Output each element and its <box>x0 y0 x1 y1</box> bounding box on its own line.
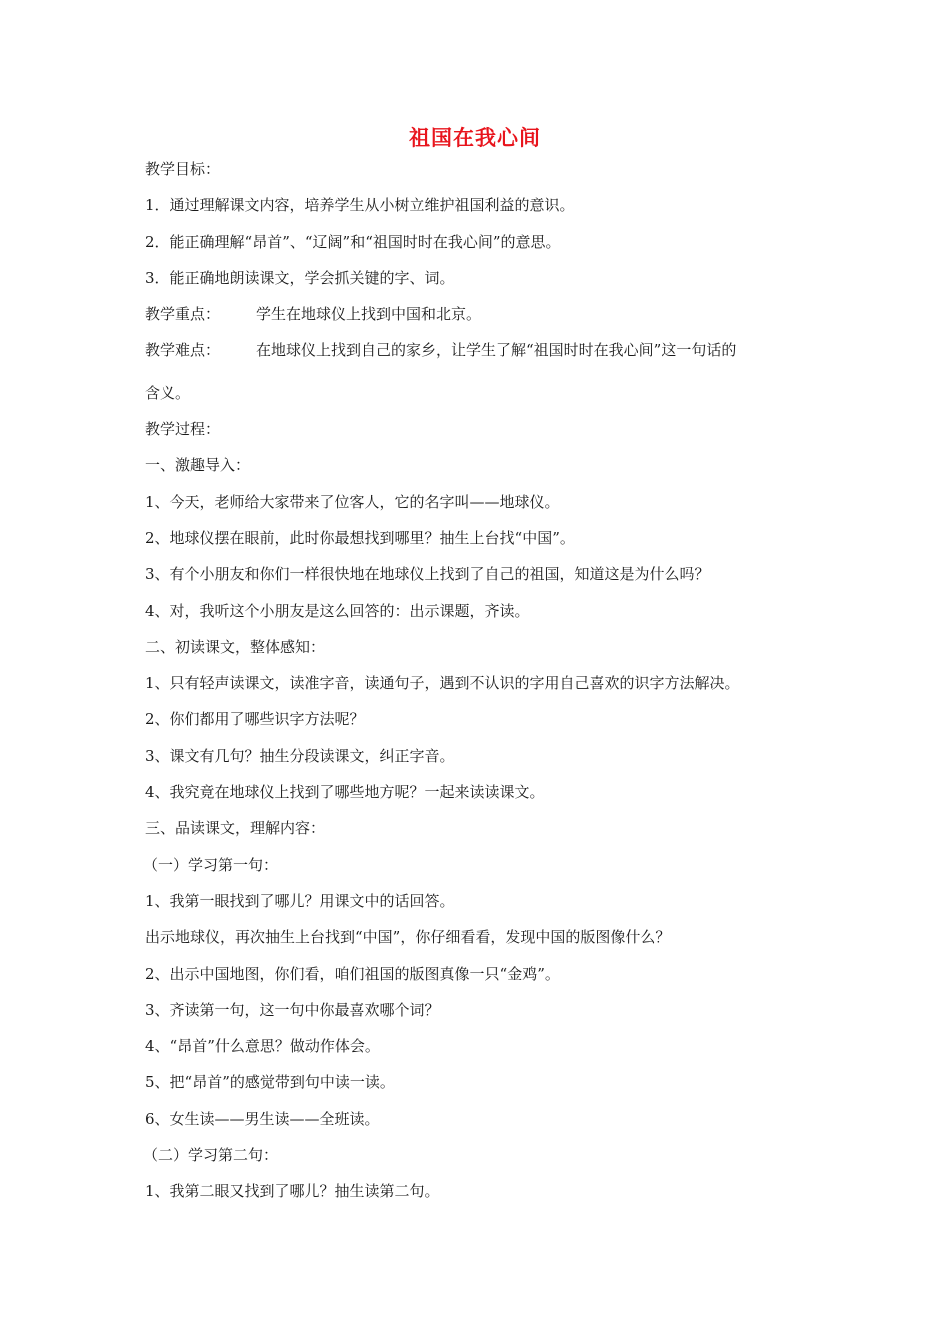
line-text: 三、品读课文，理解内容： <box>145 819 326 838</box>
line-text: （一）学习第一句： <box>143 855 279 874</box>
text-line <box>145 919 825 955</box>
text-line <box>145 1173 825 1209</box>
line-text: 1、我第二眼又找到了哪儿？抽生读第二句。 <box>145 1182 440 1201</box>
line-text: 2、你们都用了哪些识字方法呢？ <box>145 710 365 729</box>
text-line <box>145 774 825 810</box>
text-line <box>145 883 825 919</box>
text-line <box>145 1028 825 1064</box>
line-text: 4、对，我听这个小朋友是这么回答的：出示课题，齐读。 <box>145 601 530 620</box>
text-line <box>145 556 825 592</box>
line-text: 5、把“昂首”的感觉带到句中读一读。 <box>145 1073 395 1092</box>
line-text: 1、只有轻声读课文，读准字音，读通句子，遇到不认识的字用自己喜欢的识字方法解决。 <box>145 674 740 693</box>
line-text: 2、地球仪摆在眼前，此时你最想找到哪里？抽生上台找“中国”。 <box>145 528 575 547</box>
line-text: 2、出示中国地图，你们看，咱们祖国的版图真像一只“金鸡”。 <box>145 964 560 983</box>
line-text: 1、我第一眼找到了哪儿？用课文中的话回答。 <box>145 891 455 910</box>
text-line <box>145 701 825 737</box>
text-line <box>145 992 825 1028</box>
document-title: 祖国在我心间 <box>409 125 541 150</box>
line-text: 学生在地球仪上找到中国和北京。 <box>256 305 482 324</box>
text-line <box>145 1064 825 1100</box>
line-text: 6、女生读——男生读——全班读。 <box>145 1109 380 1128</box>
document-body <box>145 151 825 1210</box>
line-text: 4、“昂首”什么意思？做动作体会。 <box>145 1037 380 1056</box>
text-line <box>145 224 825 260</box>
line-text: 2．能正确理解“昂首”、“辽阔”和“祖国时时在我心间”的意思。 <box>145 232 561 251</box>
text-line <box>145 665 825 701</box>
text-line <box>145 260 825 296</box>
line-text: 3、齐读第一句，这一句中你最喜欢哪个词？ <box>145 1000 440 1019</box>
text-line <box>143 1137 825 1173</box>
text-line <box>145 1101 825 1137</box>
line-text: 3．能正确地朗读课文，学会抓关键的字、词。 <box>145 268 455 287</box>
line-label: 教学难点： <box>145 341 221 360</box>
text-line <box>145 484 825 520</box>
text-line <box>145 332 825 368</box>
line-text: 一、激趣导入： <box>145 456 251 475</box>
text-line <box>145 447 825 483</box>
text-line <box>145 187 825 223</box>
line-text: 1、今天，老师给大家带来了位客人，它的名字叫——地球仪。 <box>145 492 560 511</box>
text-line <box>145 520 825 556</box>
text-line <box>145 956 825 992</box>
text-line <box>143 847 825 883</box>
line-text: 出示地球仪，再次抽生上台找到“中国”，你仔细看看，发现中国的版图像什么？ <box>145 928 671 947</box>
text-line <box>145 810 825 846</box>
text-line <box>145 738 825 774</box>
line-text: （二）学习第二句： <box>143 1146 279 1165</box>
line-text: 4、我究竟在地球仪上找到了哪些地方呢？一起来读读课文。 <box>145 783 545 802</box>
text-line <box>145 375 825 411</box>
line-text: 在地球仪上找到自己的家乡，让学生了解“祖国时时在我心间”这一句话的 <box>256 341 737 360</box>
line-text: 含义。 <box>145 383 191 402</box>
text-line <box>145 629 825 665</box>
text-line <box>145 411 825 447</box>
line-text: 教学目标： <box>145 160 221 178</box>
line-text: 教学过程： <box>145 420 221 439</box>
line-label: 教学重点： <box>145 305 221 324</box>
line-text: 二、初读课文，整体感知： <box>145 637 326 656</box>
line-text: 3、课文有几句？抽生分段读课文，纠正字音。 <box>145 746 455 765</box>
text-line <box>145 296 825 332</box>
text-line <box>145 151 825 187</box>
text-line <box>145 593 825 629</box>
line-text: 3、有个小朋友和你们一样很快地在地球仪上找到了自己的祖国，知道这是为什么吗？ <box>145 565 710 584</box>
line-text: 1．通过理解课文内容，培养学生从小树立维护祖国利益的意识。 <box>145 196 575 215</box>
